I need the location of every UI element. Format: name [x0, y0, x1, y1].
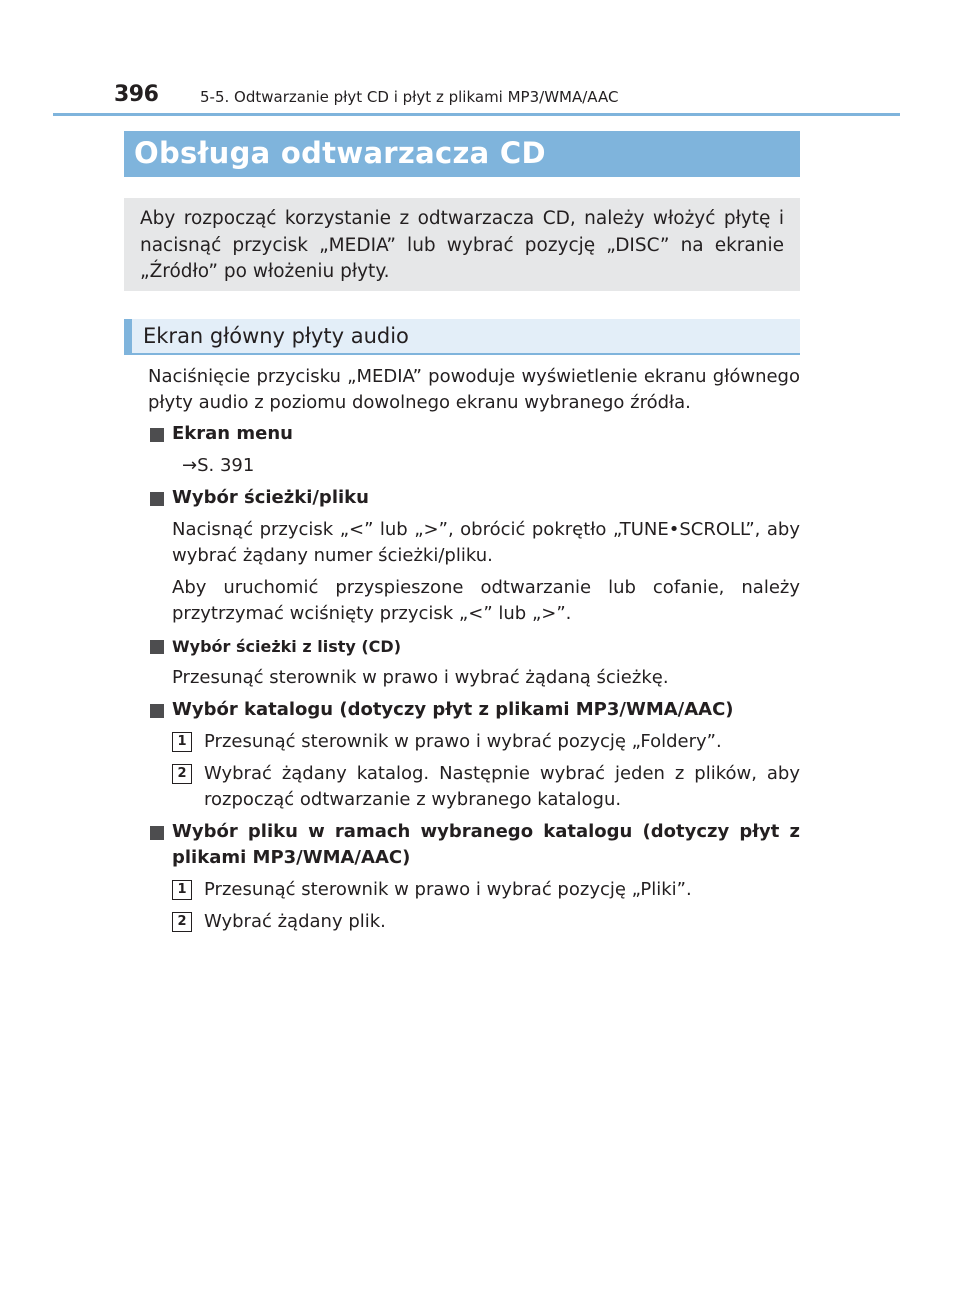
step-text: Wybrać żądany katalog. Następnie wybrać jeden z plików, aby rozpocząć odtwarzanie z wybranego katalogu. [204, 763, 800, 810]
item-heading: Wybór ścieżki z listy (CD) [172, 637, 402, 656]
section-path: 5-5. Odtwarzanie płyt CD i płyt z plikami MP3/WMA/AAC [200, 88, 619, 106]
square-bullet-icon [150, 826, 164, 840]
intro-text: Aby rozpocząć korzystanie z odtwarzacza CD, należy włożyć płytę i nacisnąć przycisk „MEDIA” lub wybrać pozycję „DISC” na ekranie „Źródło” po włożeniu płyty. [140, 208, 784, 282]
item-heading: Ekran menu [172, 423, 293, 444]
step-number-badge: 2 [172, 764, 192, 784]
step-number-badge: 1 [172, 880, 192, 900]
item-paragraph: Nacisnąć przycisk „<” lub „>”, obrócić pokrętło „TUNE•SCROLL”, aby wybrać żądany numer ścieżki/pliku. [172, 519, 800, 566]
title-bar [124, 131, 800, 177]
item-heading: Wybór ścieżki/pliku [172, 487, 369, 508]
step-number-badge: 2 [172, 912, 192, 932]
subsection-accent [124, 319, 132, 353]
page-number: 396 [114, 82, 159, 107]
header-rule [53, 113, 900, 116]
intro-box [124, 198, 800, 291]
step-text: Przesunąć sterownik w prawo i wybrać pozycję „Pliki”. [204, 879, 692, 900]
page-header [114, 82, 814, 110]
item-heading: Wybór katalogu (dotyczy płyt z plikami MP3/WMA/AAC) [172, 699, 734, 720]
step-text: Wybrać żądany plik. [204, 911, 386, 932]
item-paragraph: Przesunąć sterownik w prawo i wybrać żądaną ścieżkę. [172, 667, 669, 688]
square-bullet-icon [150, 704, 164, 718]
page-title: Obsługa odtwarzacza CD [134, 136, 546, 170]
square-bullet-icon [150, 640, 164, 654]
square-bullet-icon [150, 428, 164, 442]
square-bullet-icon [150, 492, 164, 506]
step-text: Przesunąć sterownik w prawo i wybrać pozycję „Foldery”. [204, 731, 722, 752]
item-heading: Wybór pliku w ramach wybranego katalogu (dotyczy płyt z plikami MP3/WMA/AAC) [172, 821, 800, 868]
subsection-bar [124, 319, 800, 355]
subsection-paragraph: Naciśnięcie przycisku „MEDIA” powoduje wyświetlenie ekranu głównego płyty audio z poziomu dowolnego ekranu wybranego źródła. [148, 366, 800, 413]
subsection-title: Ekran główny płyty audio [143, 324, 409, 348]
page-reference-link[interactable]: →S. 391 [182, 455, 255, 476]
item-paragraph: Aby uruchomić przyspieszone odtwarzanie lub cofanie, należy przytrzymać wciśnięty przycisk „<” lub „>”. [172, 577, 800, 624]
step-number-badge: 1 [172, 732, 192, 752]
